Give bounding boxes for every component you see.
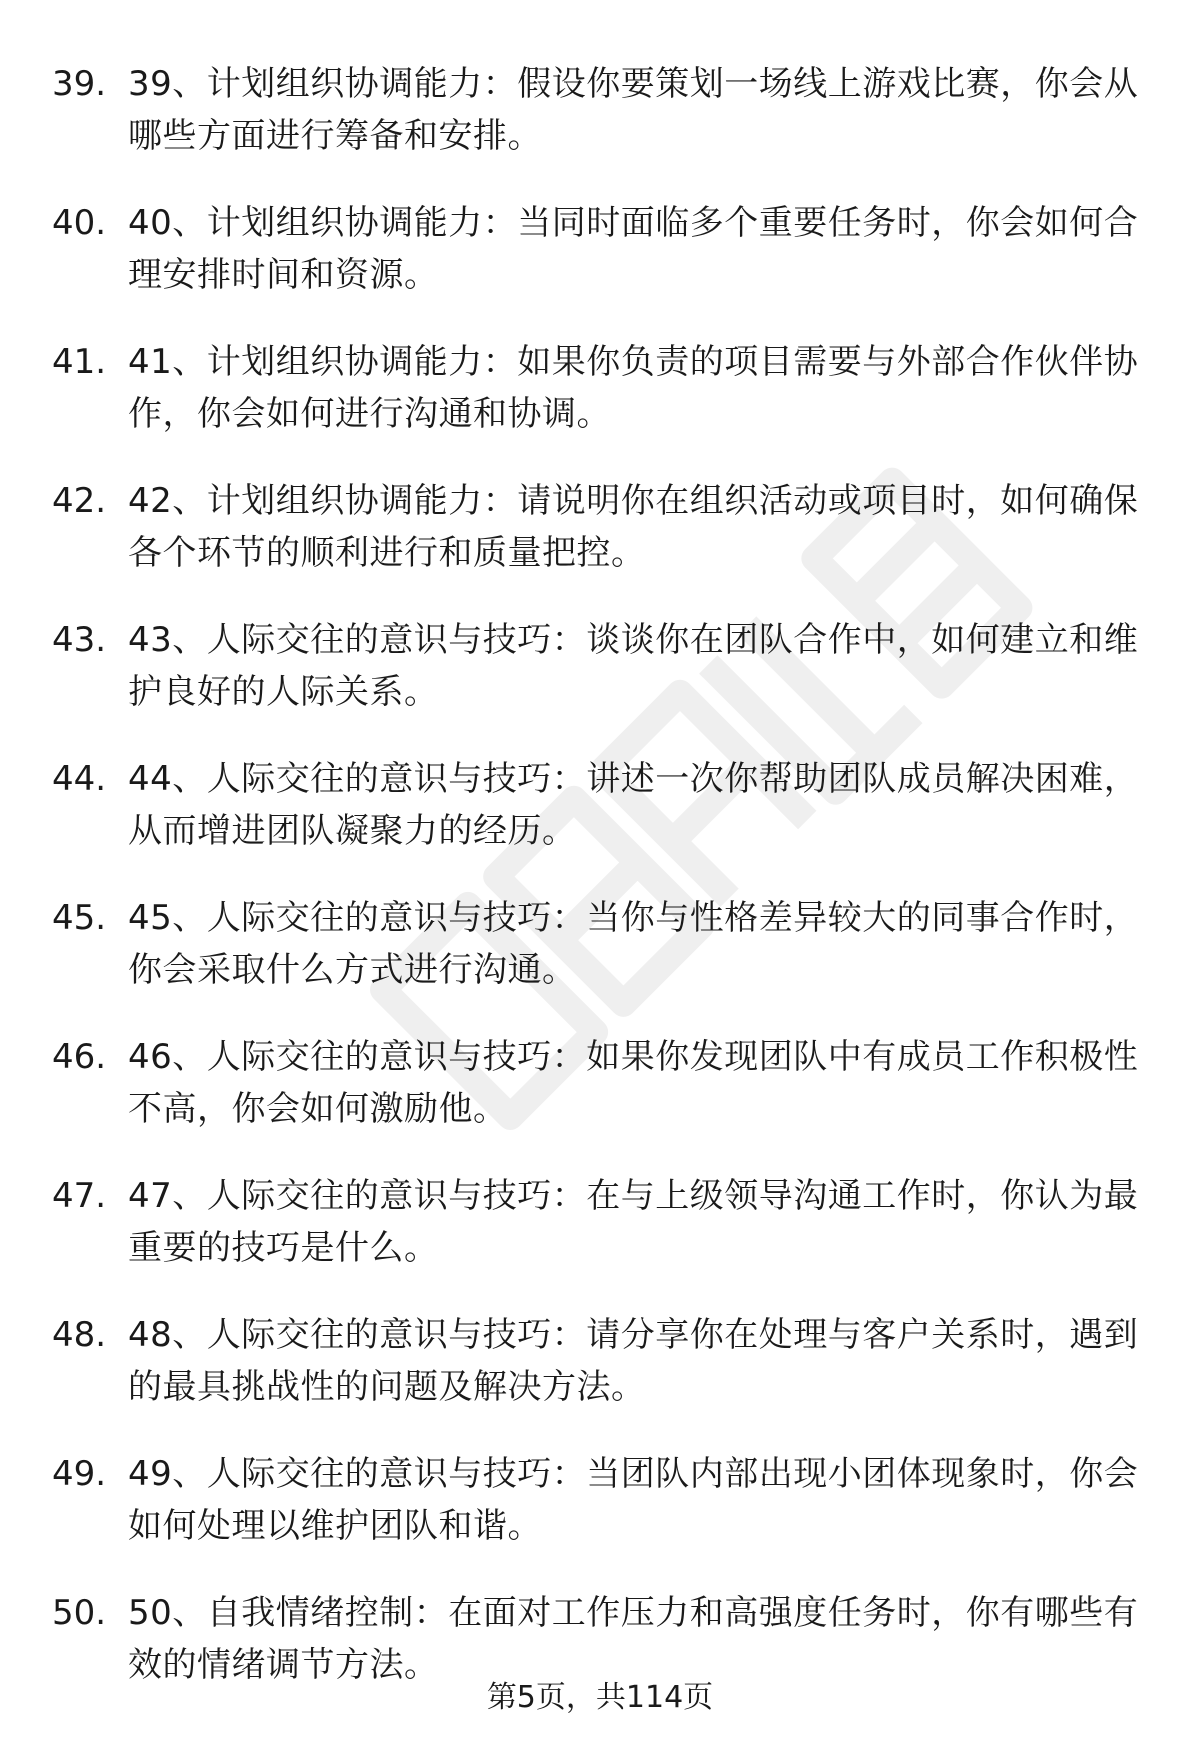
item-text: 47、人际交往的意识与技巧：在与上级领导沟通工作时，你认为最重要的技巧是什么。: [128, 1176, 1139, 1268]
list-item: [52, 753, 1152, 857]
item-text: 44、人际交往的意识与技巧：讲述一次你帮助团队成员解决困难，从而增进团队凝聚力的经历。: [128, 759, 1139, 851]
item-number: 43.: [52, 620, 107, 660]
list-item: [52, 197, 1152, 301]
page-number: 第5页，共114页: [486, 1680, 714, 1715]
item-number: 39.: [52, 64, 107, 104]
list-item: [52, 1448, 1152, 1552]
item-text: 49、人际交往的意识与技巧：当团队内部出现小团体现象时，你会如何处理以维护团队和谐。: [128, 1454, 1139, 1546]
list-item: [52, 1031, 1152, 1135]
item-number: 50.: [52, 1593, 107, 1633]
list-item: [52, 1587, 1152, 1691]
item-number: 42.: [52, 481, 107, 521]
item-number: 40.: [52, 203, 107, 243]
item-number: 46.: [52, 1037, 107, 1077]
item-text: 42、计划组织协调能力：请说明你在组织活动或项目时，如何确保各个环节的顺利进行和质量把控。: [128, 481, 1139, 573]
item-text: 46、人际交往的意识与技巧：如果你发现团队中有成员工作积极性不高，你会如何激励他。: [128, 1037, 1139, 1129]
item-text: 48、人际交往的意识与技巧：请分享你在处理与客户关系时，遇到的最具挑战性的问题及解决方法。: [128, 1315, 1139, 1407]
item-number: 45.: [52, 898, 107, 938]
question-list: [52, 58, 1152, 1726]
list-item: [52, 892, 1152, 996]
item-text: 41、计划组织协调能力：如果你负责的项目需要与外部合作伙伴协作，你会如何进行沟通和协调。: [128, 342, 1139, 434]
item-number: 49.: [52, 1454, 107, 1494]
item-text: 40、计划组织协调能力：当同时面临多个重要任务时，你会如何合理安排时间和资源。: [128, 203, 1139, 295]
item-number: 44.: [52, 759, 107, 799]
item-text: 45、人际交往的意识与技巧：当你与性格差异较大的同事合作时，你会采取什么方式进行沟通。: [128, 898, 1139, 990]
list-item: [52, 614, 1152, 718]
item-number: 47.: [52, 1176, 107, 1216]
item-text: 50、自我情绪控制：在面对工作压力和高强度任务时，你有哪些有效的情绪调节方法。: [128, 1593, 1139, 1685]
list-item: [52, 58, 1152, 162]
list-item: [52, 336, 1152, 440]
list-item: [52, 1170, 1152, 1274]
item-text: 43、人际交往的意识与技巧：谈谈你在团队合作中，如何建立和维护良好的人际关系。: [128, 620, 1139, 712]
list-item: [52, 1309, 1152, 1413]
list-item: [52, 475, 1152, 579]
item-number: 48.: [52, 1315, 107, 1355]
item-number: 41.: [52, 342, 107, 382]
item-text: 39、计划组织协调能力：假设你要策划一场线上游戏比赛，你会从哪些方面进行筹备和安排。: [128, 64, 1139, 156]
